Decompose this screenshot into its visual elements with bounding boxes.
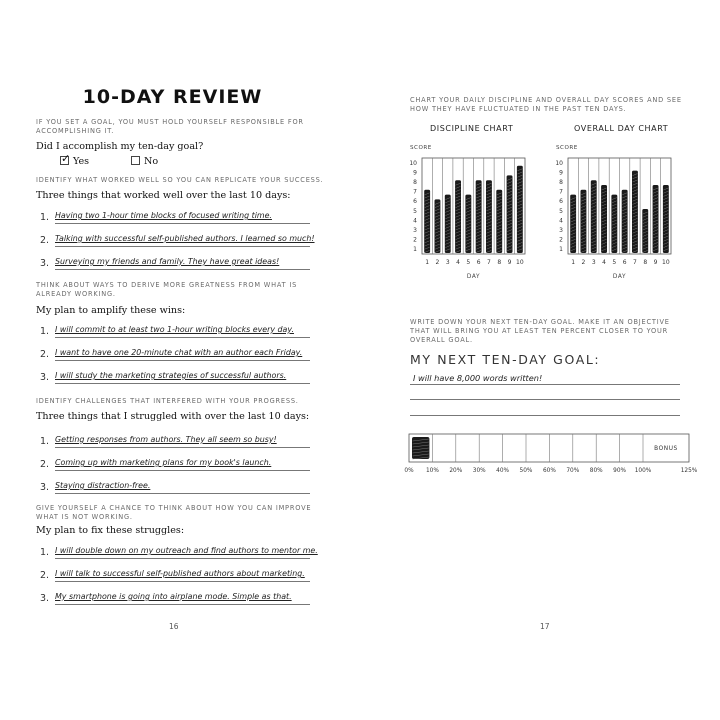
list-item-text[interactable]: Getting responses from authors. They all seem so busy! — [55, 435, 277, 444]
list-item[interactable] — [40, 546, 320, 560]
section2-heading: My plan to amplify these wins: — [36, 305, 186, 316]
section3-prompt: IDENTIFY CHALLENGES THAT INTERFERED WITH YOUR PROGRESS. — [36, 397, 299, 405]
bar — [632, 171, 638, 253]
list-item-text[interactable]: I will commit to at least two 1-hour writing blocks every day. — [55, 325, 294, 334]
list-item[interactable] — [40, 371, 320, 385]
x-tick-label: 3 — [591, 259, 596, 266]
bar — [601, 185, 607, 253]
section4-prompt: GIVE YOURSELF A CHANCE TO THINK ABOUT HOW YOU CAN IMPROVE WHAT IS NOT WORKING. — [36, 504, 312, 521]
list-item-number: 1. — [40, 547, 50, 558]
writing-line — [55, 269, 310, 270]
list-item[interactable] — [40, 435, 320, 449]
list-item[interactable] — [40, 325, 320, 339]
y-tick-label: 5 — [413, 207, 417, 215]
list-item-text[interactable]: I will study the marketing strategies of successful authors. — [55, 371, 287, 380]
charts-intro: CHART YOUR DAILY DISCIPLINE AND OVERALL DAY SCORES AND SEE HOW THEY HAVE FLUCTUATED IN THE PAST TEN DAYS. — [410, 96, 682, 113]
goal-heading: MY NEXT TEN-DAY GOAL: — [410, 352, 601, 367]
y-tick-label: 8 — [413, 179, 417, 186]
no-label: No — [144, 156, 159, 167]
section2-prompt: THINK ABOUT WAYS TO DERIVE MORE GREATNESS FROM WHAT IS ALREADY WORKING. — [36, 281, 298, 298]
list-item-number: 2. — [40, 459, 50, 470]
page-title: 10-DAY REVIEW — [82, 86, 263, 108]
y-tick-label: 6 — [559, 198, 563, 206]
y-tick-label: 9 — [559, 169, 563, 177]
x-tick-label: 8 — [497, 259, 502, 266]
yes-checkbox[interactable] — [60, 156, 69, 165]
bar — [445, 195, 451, 253]
overall-day-chart — [546, 140, 691, 290]
x-tick-label: 10 — [516, 259, 524, 266]
bar — [465, 195, 471, 253]
no-checkbox[interactable] — [131, 156, 140, 165]
goal-progress-bar — [400, 430, 700, 478]
writing-line — [55, 246, 310, 247]
bar — [591, 180, 597, 253]
y-tick-label: 1 — [413, 246, 417, 254]
yes-option[interactable] — [60, 156, 89, 167]
list-item[interactable] — [40, 592, 320, 606]
progress-tick-label: 10% — [425, 468, 439, 474]
x-tick-label: 9 — [507, 259, 512, 266]
list-item-number: 2. — [40, 570, 50, 581]
no-option[interactable] — [131, 156, 158, 167]
y-tick-label: 10 — [555, 159, 563, 167]
writing-line — [55, 493, 310, 494]
list-item[interactable] — [40, 481, 320, 495]
list-item-text[interactable]: My smartphone is going into airplane mode. Simple as that. — [55, 592, 292, 601]
section1-prompt: IDENTIFY WHAT WORKED WELL SO YOU CAN REPLICATE YOUR SUCCESS. — [36, 176, 324, 184]
page-number-left: 16 — [169, 622, 179, 631]
bonus-label: BONUS — [654, 446, 678, 452]
goal-line-2 — [410, 399, 680, 400]
list-item[interactable] — [40, 458, 320, 472]
progress-tick-label: 80% — [589, 468, 603, 474]
bar — [653, 185, 659, 253]
x-tick-label: 1 — [425, 259, 430, 266]
section4-heading: My plan to fix these struggles: — [36, 525, 185, 536]
progress-fill — [412, 437, 429, 459]
y-tick-label: 1 — [559, 246, 563, 254]
list-item[interactable] — [40, 348, 320, 362]
writing-line — [55, 337, 310, 338]
y-tick-label: 3 — [413, 227, 417, 234]
y-tick-label: 2 — [559, 236, 563, 244]
goal-text[interactable]: I will have 8,000 words written! — [413, 373, 543, 383]
progress-tick-label: 30% — [472, 468, 486, 474]
y-tick-label: 4 — [413, 217, 417, 225]
x-tick-label: 9 — [653, 259, 658, 266]
discipline-chart-title: DISCIPLINE CHART — [430, 124, 514, 133]
bar — [642, 209, 648, 253]
list-item-number: 2. — [40, 235, 50, 246]
page-number-right: 17 — [540, 622, 550, 631]
writing-line — [55, 581, 310, 582]
bar — [581, 190, 587, 253]
list-item-text[interactable]: I will talk to successful self-published authors about marketing. — [55, 569, 305, 578]
writing-line — [55, 383, 310, 384]
writing-line — [55, 223, 310, 224]
writing-line — [55, 558, 310, 559]
list-item-number: 1. — [40, 326, 50, 337]
yes-label: Yes — [73, 156, 90, 167]
list-item-number: 1. — [40, 436, 50, 447]
y-tick-label: 3 — [559, 227, 563, 234]
y-tick-label: 4 — [559, 217, 563, 225]
y-tick-label: 2 — [413, 236, 417, 244]
bar — [570, 195, 576, 253]
progress-tick-label: 50% — [519, 468, 533, 474]
writing-line — [55, 604, 310, 605]
bar — [424, 190, 430, 253]
goal-question: Did I accomplish my ten-day goal? — [36, 141, 204, 152]
list-item-text[interactable]: I will double down on my outreach and find authors to mentor me. — [55, 546, 318, 555]
goal-line-3 — [410, 415, 680, 416]
overall-day-chart-title: OVERALL DAY CHART — [574, 124, 669, 133]
progress-tick-label: 90% — [613, 468, 627, 474]
progress-tick-label: 60% — [542, 468, 556, 474]
y-tick-label: 5 — [559, 207, 563, 215]
bar — [476, 180, 482, 253]
progress-tick-label: 125% — [680, 468, 698, 474]
section1-heading: Three things that worked well over the last 10 days: — [36, 190, 291, 201]
y-tick-label: 8 — [559, 179, 563, 186]
x-tick-label: 4 — [602, 259, 606, 266]
bar — [611, 195, 617, 253]
list-item-number: 3. — [40, 372, 50, 383]
list-item-number: 3. — [40, 482, 50, 493]
bar — [507, 175, 513, 253]
discipline-chart — [400, 140, 540, 290]
x-tick-label: 6 — [476, 259, 481, 266]
section3-heading: Three things that I struggled with over the last 10 days: — [36, 411, 310, 422]
list-item[interactable] — [40, 257, 320, 271]
right-page — [360, 0, 720, 720]
progress-tick-label: 20% — [449, 468, 463, 474]
x-tick-label: 7 — [633, 259, 637, 266]
bar — [455, 180, 461, 253]
x-tick-label: 2 — [435, 259, 440, 266]
goal-line-1 — [410, 384, 680, 385]
progress-tick-label: 40% — [496, 468, 510, 474]
bar — [517, 166, 523, 253]
writing-line — [55, 447, 310, 448]
x-tick-label: 7 — [487, 259, 491, 266]
y-tick-label: 7 — [559, 188, 563, 196]
bar — [622, 190, 628, 253]
list-item-number: 3. — [40, 258, 50, 269]
bar — [435, 199, 441, 253]
list-item-text[interactable]: I want to have one 20-minute chat with an author each Friday. — [55, 348, 303, 357]
bar — [496, 190, 502, 253]
list-item-text[interactable]: Surveying my friends and family. They have great ideas! — [55, 257, 280, 266]
intro-prompt: IF YOU SET A GOAL, YOU MUST HOLD YOURSELF RESPONSIBLE FOR ACCOMPLISHING IT. — [36, 118, 304, 135]
y-axis-label: SCORE — [556, 145, 578, 151]
list-item-number: 1. — [40, 212, 50, 223]
list-item-number: 3. — [40, 593, 50, 604]
writing-line — [55, 470, 310, 471]
y-tick-label: 7 — [413, 188, 417, 196]
y-tick-label: 6 — [413, 198, 417, 206]
list-item-text[interactable]: Having two 1-hour time blocks of focused writing time. — [55, 211, 272, 220]
list-item-number: 2. — [40, 349, 50, 360]
list-item-text[interactable]: Staying distraction-free. — [55, 481, 151, 490]
writing-line — [55, 360, 310, 361]
x-axis-label: DAY — [612, 274, 627, 280]
y-axis-label: SCORE — [410, 145, 432, 151]
list-item[interactable] — [40, 211, 320, 225]
y-tick-label: 10 — [409, 159, 417, 167]
x-tick-label: 2 — [581, 259, 586, 266]
list-item-text[interactable]: Talking with successful self-published authors. I learned so much! — [55, 234, 315, 243]
goal-prompt: WRITE DOWN YOUR NEXT TEN-DAY GOAL. MAKE IT AN OBJECTIVE THAT WILL BRING YOU AT LEAST TEN PERCENT CLOSER TO YOUR OVERALL GOAL. — [410, 318, 670, 344]
y-tick-label: 9 — [413, 169, 417, 177]
x-tick-label: 5 — [466, 259, 471, 266]
list-item[interactable] — [40, 569, 320, 583]
x-tick-label: 10 — [662, 259, 670, 266]
x-tick-label: 8 — [643, 259, 648, 266]
bar — [663, 185, 669, 253]
progress-tick-label: 0% — [404, 468, 414, 474]
list-item-text[interactable]: Coming up with marketing plans for my book's launch. — [55, 458, 272, 467]
x-tick-label: 6 — [622, 259, 627, 266]
progress-frame — [409, 434, 689, 462]
x-tick-label: 5 — [612, 259, 617, 266]
x-tick-label: 1 — [571, 259, 576, 266]
progress-tick-label: 70% — [566, 468, 580, 474]
list-item[interactable] — [40, 234, 320, 248]
x-axis-label: DAY — [466, 274, 481, 280]
x-tick-label: 4 — [456, 259, 460, 266]
progress-tick-label: 100% — [634, 468, 652, 474]
bar — [486, 180, 492, 253]
x-tick-label: 3 — [445, 259, 450, 266]
